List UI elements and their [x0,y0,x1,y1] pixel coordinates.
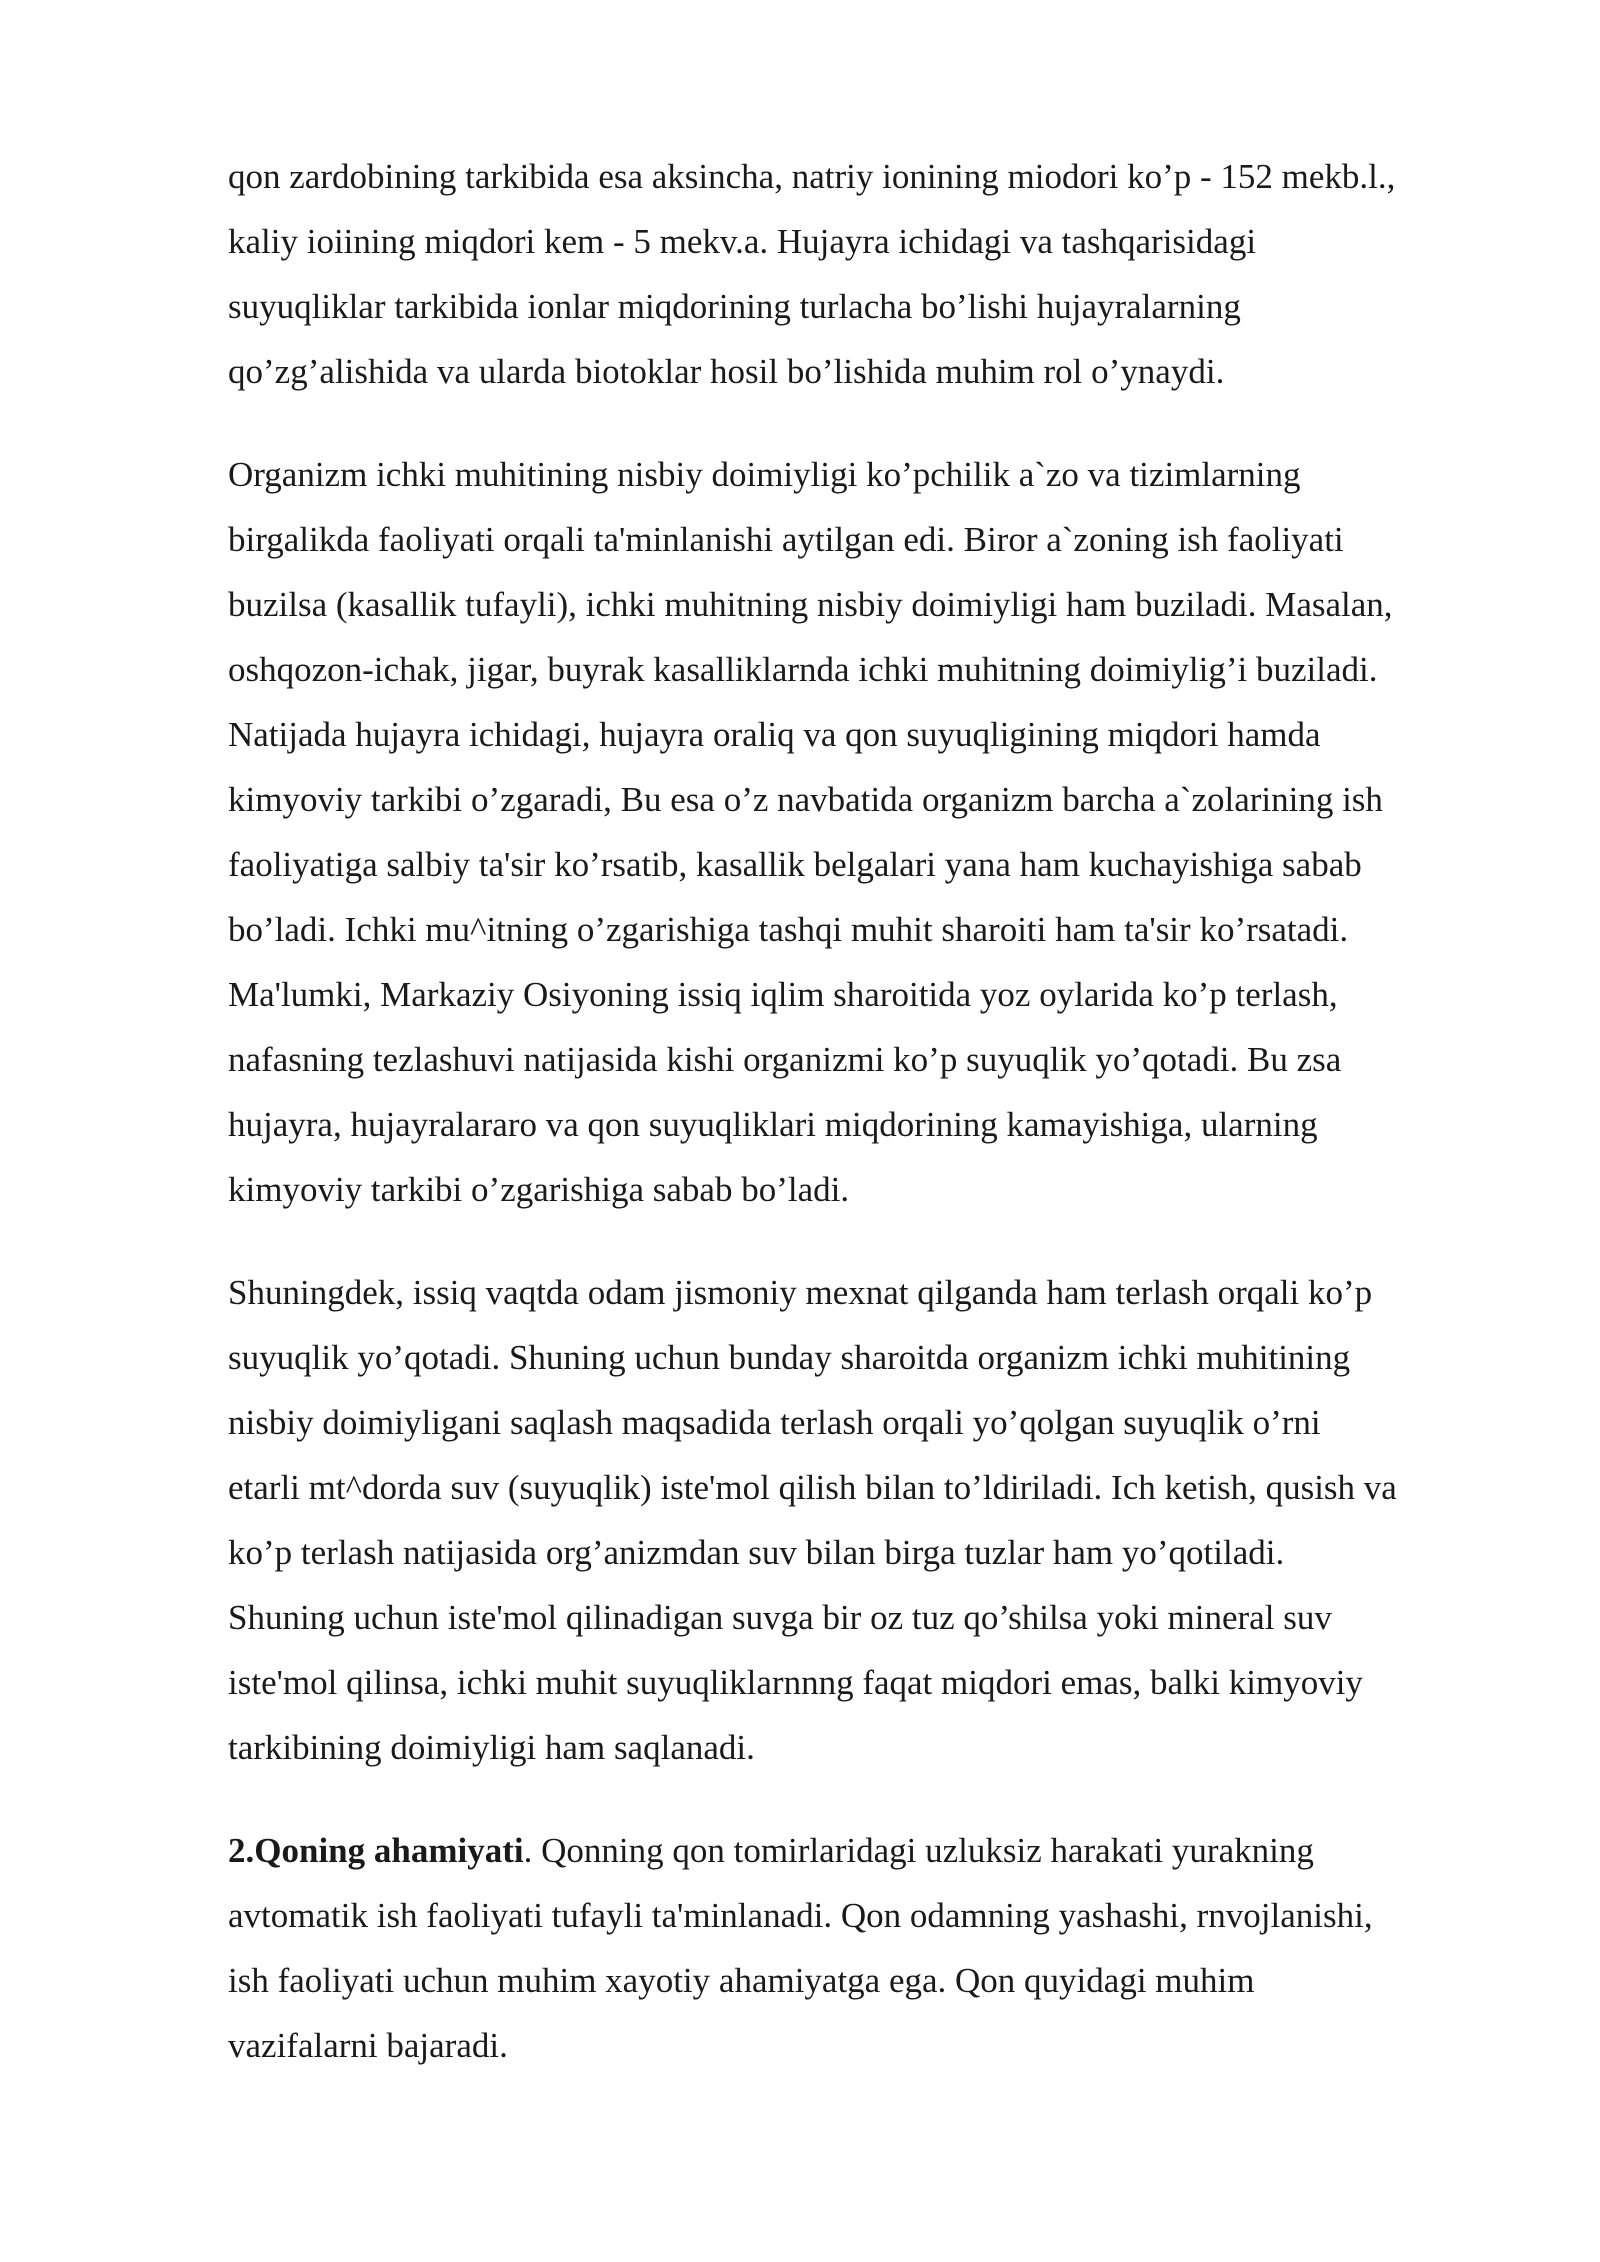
text-line: Natijada hujayra ichidagi, hujayra oraliq va qon suyuqligining miqdori hamda [228,715,1321,754]
text-line: buzilsa (kasallik tufayli), ichki muhitning nisbiy doimiyligi ham buziladi. Masalan, [228,585,1393,624]
text-line: kimyoviy tarkibi o’zgarishiga sabab bo’ladi. [228,1170,850,1209]
text-line: Ma'lumki, Markaziy Osiyoning issiq iqlim sharoitida yoz oylarida ko’p terlash, [228,975,1338,1014]
document-body [228,144,1498,2116]
text-line: qon zardobining tarkibida esa aksincha, natriy ionining miodori ko’p - 152 mekb.l., [228,157,1396,196]
text-line: kaliy ioiining miqdori kem - 5 mekv.a. Hujayra ichidagi va tashqarisidagi [228,222,1257,261]
text-line: suyuqliklar tarkibida ionlar miqdorining turlacha bo’lishi hujayralarning [228,287,1241,326]
text-line: iste'mol qilinsa, ichki muhit suyuqliklarnnng faqat miqdori emas, balki kimyoviy [228,1663,1363,1702]
text-fragment: . Qonning qon tomirlaridagi uzluksiz harakati yurakning [523,1831,1314,1870]
text-line: qo’zg’alishida va ularda biotoklar hosil bo’lishida muhim rol o’ynaydi. [228,352,1225,391]
text-line: suyuqlik yo’qotadi. Shuning uchun bunday sharoitda organizm ichki muhitining [228,1338,1351,1377]
text-line: avtomatik ish faoliyati tufayli ta'minlanadi. Qon odamning yashashi, rnvojlanishi, [228,1896,1373,1935]
section-blood-importance [228,1818,1498,2078]
text-line: bo’ladi. Ichki mu^itning o’zgarishiga tashqi muhit sharoiti ham ta'sir ko’rsatadi. [228,910,1349,949]
text-line: faoliyatiga salbiy ta'sir ko’rsatib, kasallik belgalari yana ham kuchayishiga sabab [228,845,1362,884]
text-line: nafasning tezlashuvi natijasida kishi organizmi ko’p suyuqlik yo’qotadi. Bu zsa [228,1040,1342,1079]
text-line: oshqozon-ichak, jigar, buyrak kasalliklarnda ichki muhitning doimiylig’i buziladi. [228,650,1378,689]
text-line: Shuningdek, issiq vaqtda odam jismoniy mexnat qilganda ham terlash orqali ko’p [228,1273,1373,1312]
text-line [228,1818,1498,1883]
text-line: ish faoliyati uchun muhim xayotiy ahamiyatga ega. Qon quyidagi muhim [228,1961,1255,2000]
paragraph-ions [228,144,1498,404]
paragraph-sweating [228,1260,1498,1780]
section-heading: 2.Qoning ahamiyati [228,1831,524,1870]
text-line: Organizm ichki muhitining nisbiy doimiyligi ko’pchilik a`zo va tizimlarning [228,455,1301,494]
text-line: birgalikda faoliyati orqali ta'minlanishi aytilgan edi. Biror a`zoning ish faoliyati [228,520,1344,559]
text-line: Shuning uchun iste'mol qilinadigan suvga bir oz tuz qo’shilsa yoki mineral suv [228,1598,1332,1637]
paragraph-internal-environment [228,442,1498,1222]
text-line: nisbiy doimiyligani saqlash maqsadida terlash orqali yo’qolgan suyuqlik o’rni [228,1403,1321,1442]
text-line: etarli mt^dorda suv (suyuqlik) iste'mol qilish bilan to’ldiriladi. Ich ketish, qusish va [228,1468,1397,1507]
text-line: hujayra, hujayralararo va qon suyuqliklari miqdorining kamayishiga, ularning [228,1105,1318,1144]
text-line: ko’p terlash natijasida org’anizmdan suv bilan birga tuzlar ham yo’qotiladi. [228,1533,1285,1572]
text-line: vazifalarni bajaradi. [228,2026,508,2065]
text-line: kimyoviy tarkibi o’zgaradi, Bu esa o’z navbatida organizm barcha a`zolarining ish [228,780,1383,819]
text-line: tarkibining doimiyligi ham saqlanadi. [228,1728,755,1767]
